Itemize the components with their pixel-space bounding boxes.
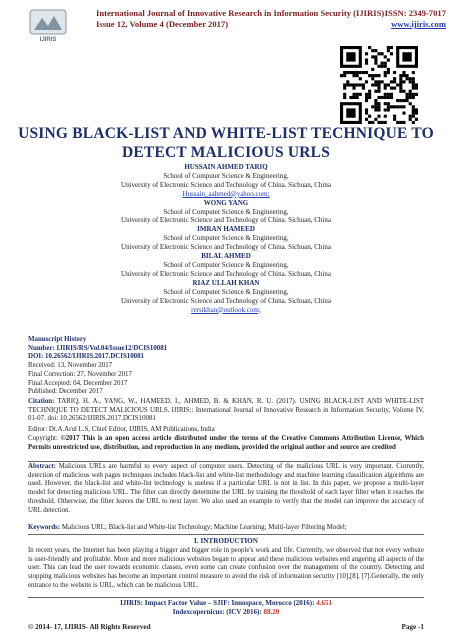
copyright-text: ©2017 This is an open access article distributed under the terms of the Creative Commons Attribution License, Which Permits unrestricted use, distribution, and reproduction in any medium, provided the original author and source are credited <box>28 435 424 451</box>
author-email[interactable]: Hussain_aahmed@yahoo.com; <box>182 189 270 198</box>
abstract-label: Abstract: <box>28 463 56 470</box>
impact-factor-value: 4.651 <box>316 599 332 607</box>
title-line-1: USING BLACK-LIST AND WHITE-LIST TECHNIQUE TO <box>18 125 434 142</box>
author-univ: University of Electronic Science and Technology of China. Sichuan, China <box>121 180 331 189</box>
author-name: HUSSAIN AHMED TARIQ <box>184 163 268 171</box>
author-univ: University of Electronic Science and Technology of China. Sichuan, China <box>121 216 331 225</box>
impact-factor-label: IJIRIS: Impact Factor Value – SJIF: Innospace, Morocco (2016): <box>120 599 315 607</box>
author-name: WONG YANG <box>203 198 249 207</box>
final-accepted-date: Final Accepted: 04, December 2017 <box>28 379 128 387</box>
abstract <box>28 463 424 515</box>
author-name: BILAL AHMED <box>201 252 251 261</box>
indexcopernicus-value: 88.20 <box>263 608 280 616</box>
divider <box>28 461 424 462</box>
keywords-label: Keywords: <box>28 524 61 531</box>
final-correction-date: Final Correction: 27, November 2017 <box>28 370 132 378</box>
keywords <box>28 524 424 533</box>
published-date: Published: December 2017 <box>28 388 103 396</box>
indexcopernicus-line <box>28 608 424 617</box>
introduction-text: In recent years, the Internet has been playing a bigger and bigger role in people's work and life. Currently, we observed that not every website is user-friendly and profitable. More and more malicious websites began to appear and these malicious websites end angering all aspects of the user. This can lead the user towards economic classes, even some can create confusion over the management of the country. Detecting and stopping malicious websites has become an important control measure to avoid the risk of information security [10],[8], [7].Generally, the only entrance to the website is URL, which can be malicious URL. <box>28 547 424 589</box>
journal-logo <box>28 8 68 44</box>
author-dept: School of Computer Science & Engineering, <box>163 287 289 296</box>
footer-bottom <box>28 623 424 631</box>
copyright-block <box>28 435 424 452</box>
footer-metrics <box>28 599 424 617</box>
author-block <box>0 252 452 279</box>
citation-label: Citation: <box>28 398 55 405</box>
author-dept: School of Computer Science & Engineering, <box>163 234 289 243</box>
title-line-2: DETECT MALICIOUS URLS <box>121 144 331 161</box>
issn: ISSN: 2349-7017 <box>384 8 446 18</box>
journal-name: International Journal of Innovative Research in Information Security (IJIRIS) <box>96 8 385 18</box>
doi: DOI: 10.26562/IJIRIS.2017.DCIS10081 <box>28 353 145 361</box>
author-name: IMRAN HAMEED <box>197 225 255 234</box>
author-block <box>0 279 452 315</box>
author-dept: School of Computer Science & Engineering, <box>163 260 289 269</box>
impact-factor-line <box>28 599 424 608</box>
abstract-text: Malicious URLs are harmful to every aspect of computer users. Detecting of the malicious URL is very important. Currently, detection of malicious web pages techniques includes black-list and white-list methodology and machine learning classification algorithms are used. However, the black-list and white-list technology is useless if a particular URL is not in list. In this paper, we propose a multi-layer model for detecting malicious URL. The filter can directly determine the URL by training the threshold of each layer filter when it reaches the threshold. Otherwise, the filter leaves the URL to next layer. We also used an example to verify that the model can improve the accuracy of URL detection. <box>28 463 424 514</box>
journal-header <box>96 8 446 30</box>
manuscript-number: Number: IJIRIS/RS/Vol.04/Issue12/DCIS10081 <box>28 344 168 352</box>
author-list <box>0 163 452 314</box>
page-number: Page -1 <box>401 623 424 631</box>
copyright-notice: © 2014- 17, IJIRIS- All Rights Reserved <box>28 623 151 631</box>
history-heading: Manuscript History <box>28 336 87 343</box>
author-univ: University of Electronic Science and Technology of China. Sichuan, China <box>121 243 331 252</box>
divider <box>28 597 424 598</box>
author-name: RIAZ ULLAH KHAN <box>192 278 260 287</box>
author-block <box>0 199 452 226</box>
website-link[interactable]: www.ijiris.com <box>391 19 446 29</box>
section-heading: I. INTRODUCTION <box>194 537 258 545</box>
author-email[interactable]: rersikhan@outlook.com; <box>191 305 261 314</box>
citation-text: TARIQ, H. A., YANG, W., HAMEED, I., AHMED, B. & KHAN, R. U. (2017). USING BLACK-LIST AND WHITE-LIST TECHNIQUE TO DETECT MALICIOUS URLS. IJIRIS:: International Journal of Innovative Research in Information Security, Volume IV, 01-07. doi: 10.26562/IJIRIS.2017.DCIS10081 <box>28 398 424 423</box>
copyright-label: Copyright: <box>28 435 58 442</box>
paper-title <box>0 124 452 162</box>
author-dept: School of Computer Science & Engineering, <box>163 171 289 180</box>
author-univ: University of Electronic Science and Technology of China. Sichuan, China <box>121 296 331 305</box>
author-block <box>0 225 452 252</box>
divider <box>28 534 424 535</box>
author-dept: School of Computer Science & Engineering, <box>163 207 289 216</box>
author-block <box>0 163 452 199</box>
author-univ: University of Electronic Science and Technology of China. Sichuan, China <box>121 269 331 278</box>
svg-text:IJIRIS: IJIRIS <box>39 37 57 43</box>
keywords-text: Malicious URL; Black-list and White-list Technology; Machine Learning; Multi-layer Filtering Model; <box>61 524 347 531</box>
qr-code <box>340 46 418 124</box>
manuscript-history <box>28 336 424 397</box>
editor-line: Editor: Dr.A.Arul L.S, Chief Editor, IJIRIS, AM Publications, India <box>28 426 215 433</box>
indexcopernicus-label: Indexcopernicus: (ICV 2016): <box>172 608 262 616</box>
issue-info: Issue 12, Volume 4 (December 2017) <box>96 19 229 29</box>
citation-block <box>28 398 424 424</box>
received-date: Received: 13, November 2017 <box>28 362 113 370</box>
